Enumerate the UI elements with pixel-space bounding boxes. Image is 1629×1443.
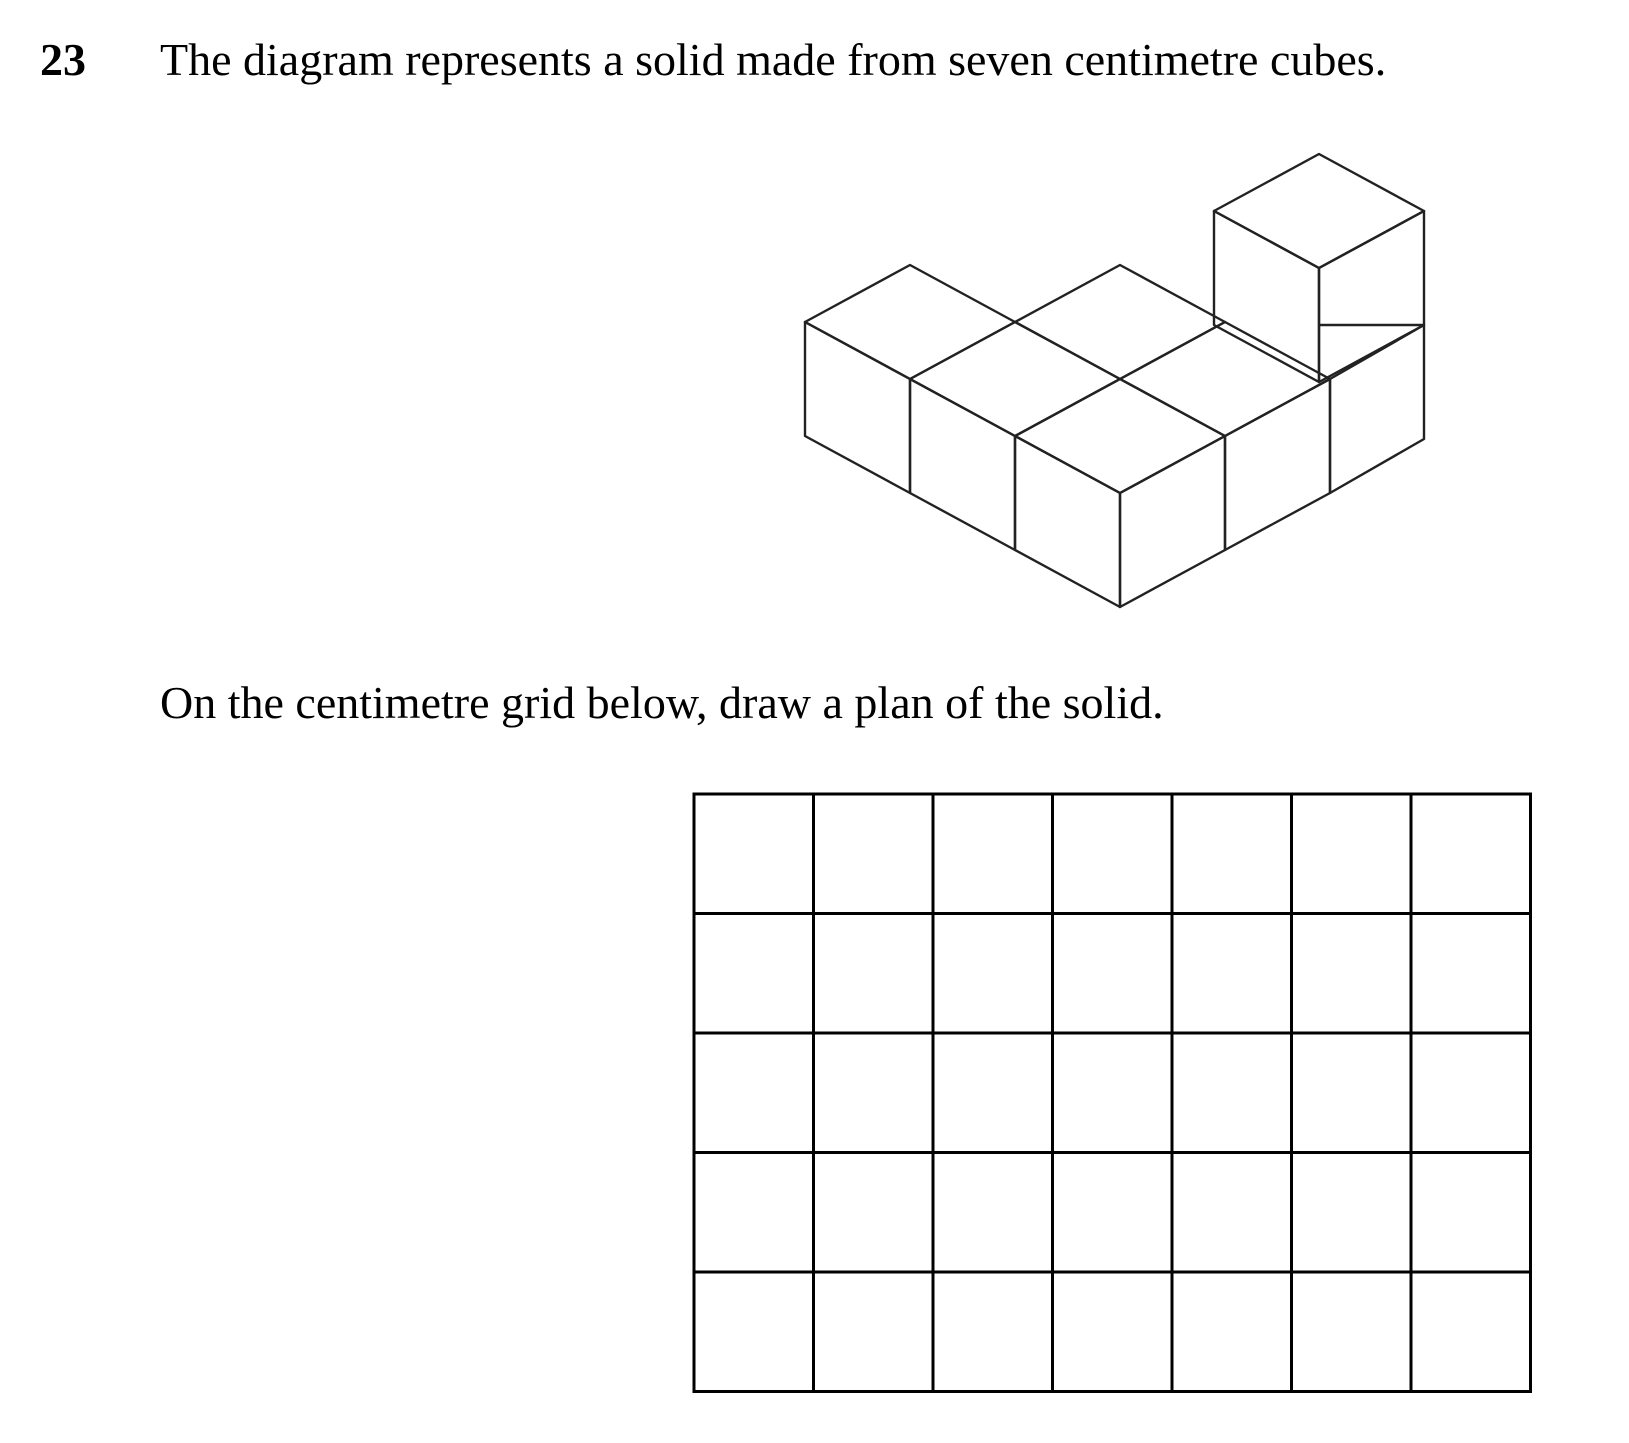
grid-border bbox=[694, 794, 1531, 1392]
question-instruction: On the centimetre grid below, draw a plan of the solid. bbox=[160, 677, 1164, 728]
question-text: The diagram represents a solid made from seven centimetre cubes. bbox=[160, 34, 1387, 85]
question-number: 23 bbox=[40, 34, 86, 85]
